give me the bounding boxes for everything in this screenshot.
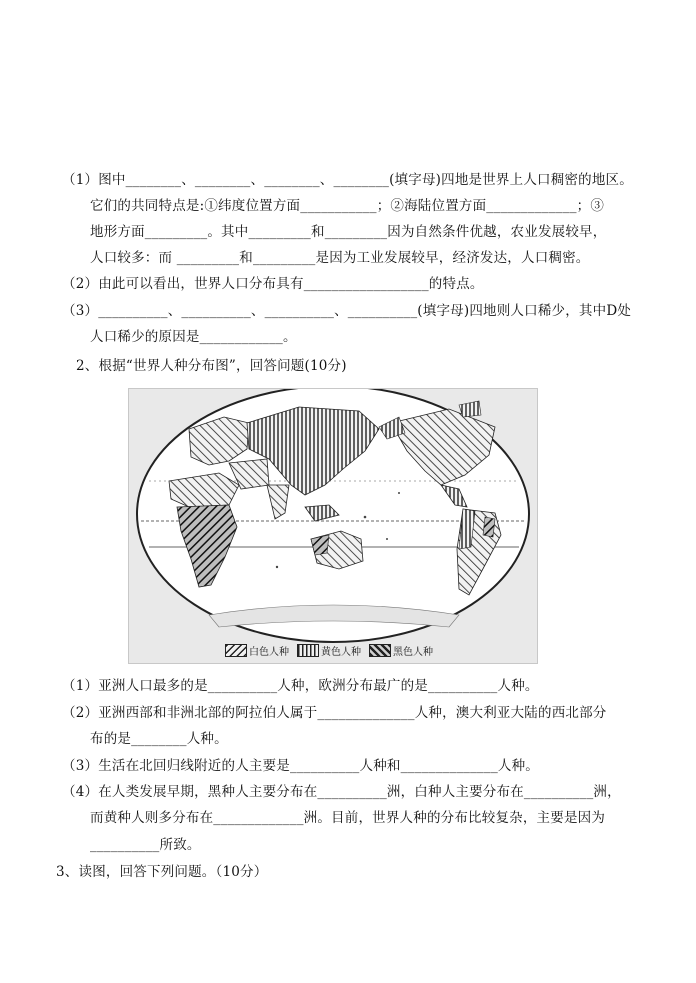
legend-white-race [225,643,289,658]
s2-q4-line-3: __________所致。 [90,837,201,853]
q1-line-2: 它们的共同特点是:①纬度位置方面___________；②海陆位置方面_____________；③ [90,198,605,214]
world-map-drawing [129,389,537,663]
q1-line-3: 地形方面_________。其中_________和_________因为自然条件优越，农业发展较早， [90,224,607,240]
q2-line-1: （2）由此可以看出，世界人口分布具有__________________的特点。 [62,276,484,292]
s2-q4-line-1: （4）在人类发展早期，黑种人主要分布在__________洲，白种人主要分布在__________洲， [62,784,621,800]
q3-line-1: （3）__________、__________、__________、__________(填字母)四地则人口稀少，其中D处 [62,303,632,319]
q3-line-2: 人口稀少的原因是____________。 [90,329,297,345]
q1-line-1: （1）图中________、________、________、________(填字母)四地是世界上人口稠密的地区。 [62,172,633,188]
s2-q4-line-2: 而黄种人则多分布在_____________洲。目前，世界人种的分布比较复杂，主要是因为 [90,810,606,826]
s2-q3: （3）生活在北回归线附近的人主要是__________人种和______________人种。 [62,758,539,774]
section-2-heading: 2、根据“世界人种分布图”，回答问题(10分) [76,358,347,374]
legend-black-race [369,643,433,658]
black-race-swatch-icon [369,644,391,657]
s2-q1: （1）亚洲人口最多的是__________人种，欧洲分布最广的是__________人种。 [62,678,539,694]
yellow-race-swatch-icon [297,644,319,657]
s2-q2-line-1: （2）亚洲西部和非洲北部的阿拉伯人属于______________人种，澳大利亚大陆的西北部分 [62,705,607,721]
legend-white-label: 白色人种 [249,646,289,658]
section-3-heading: 3、读图，回答下列问题。（10分） [56,864,268,880]
white-race-swatch-icon [225,644,247,657]
legend-yellow-label: 黄色人种 [321,646,361,658]
s2-q2-line-2: 布的是________人种。 [90,731,228,747]
q1-line-4: 人口较多：而 _________和_________是因为工业发展较早，经济发达，人口稠密。 [90,250,590,266]
legend-yellow-race [297,643,361,658]
legend-black-label: 黑色人种 [393,646,433,658]
world-race-map [128,388,538,664]
map-legend [225,642,441,658]
